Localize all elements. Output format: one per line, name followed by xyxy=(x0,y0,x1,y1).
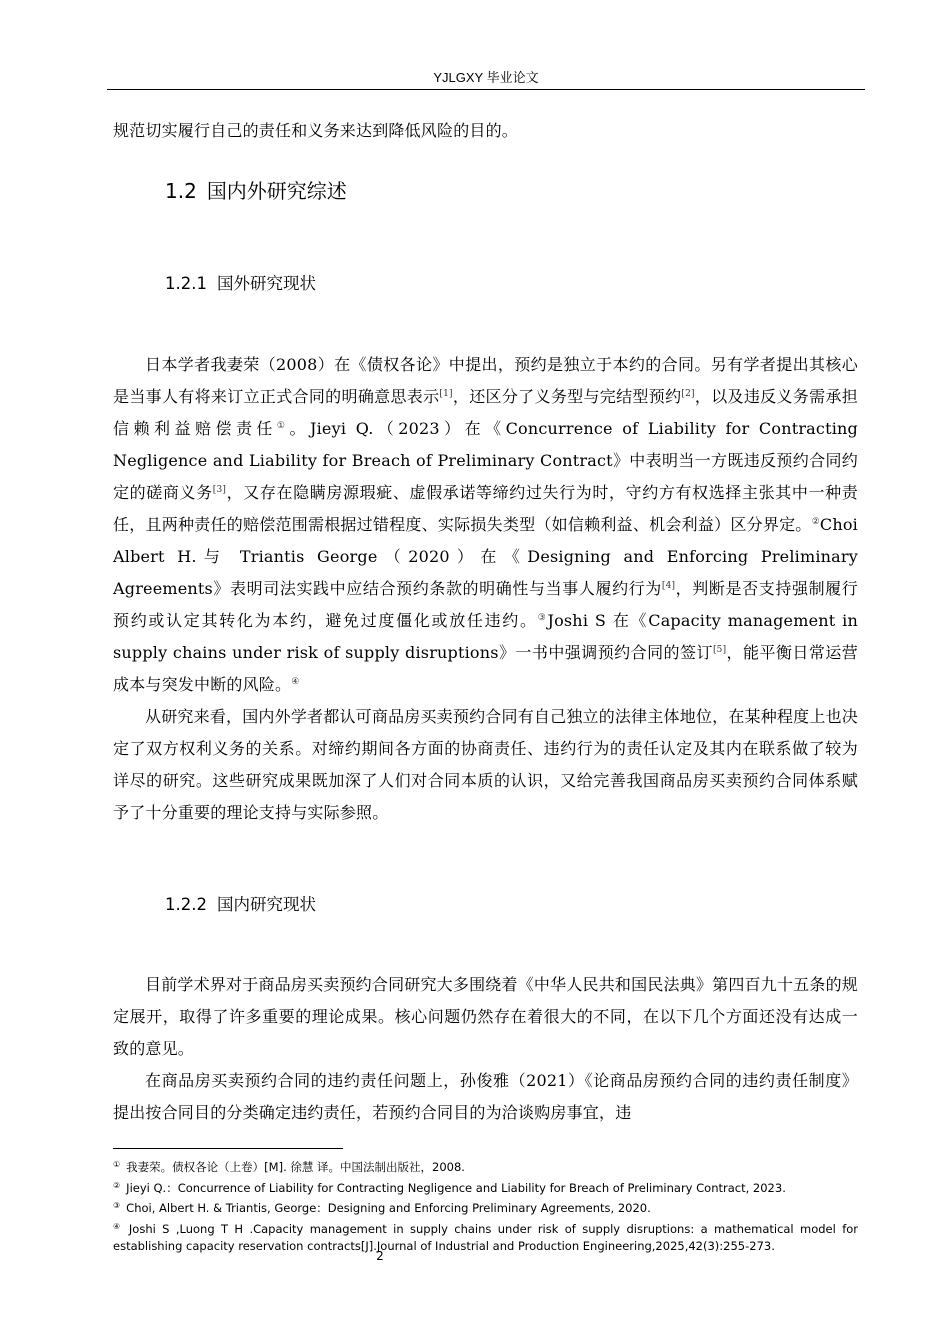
text-run: 日本学者我妻荣（2008）在《债权各论》中提出，预约是独立于本约的合同。另有学者提出其核心是当事人有将来订立正式合同的明确意思表示 xyxy=(113,355,858,406)
subsection-1-body xyxy=(113,349,858,829)
footnote-2 xyxy=(113,1177,858,1198)
citation-ref-4: [4] xyxy=(661,581,676,591)
footnote-text: Joshi S ,Luong T H .Capacity management in supply chains under risk of supply disruptions: a mathematical model for establishing capacity reservation contracts[J].Journal of Industrial and Production Engineering,2025,42(3):255-273. xyxy=(113,1221,859,1253)
text-run: ，以及违反义务需承担信赖利益赔偿责任 xyxy=(113,387,858,438)
footnote-marker: ① xyxy=(113,1160,121,1169)
paragraph-foreign-research xyxy=(113,349,858,701)
intro-paragraph xyxy=(113,115,858,147)
text-run: ，判断是否支持强制履行预约或认定其转化为本约，避免过度僵化或放任违约。 xyxy=(113,579,858,630)
citation-ref-1: [1] xyxy=(439,389,453,399)
citation-ref-5: [5] xyxy=(712,645,727,655)
subsection-title-1: 国外研究现状 xyxy=(216,274,316,293)
footnote-marker: ② xyxy=(113,1180,121,1190)
subsection-heading-2 xyxy=(165,893,316,917)
section-heading xyxy=(165,176,347,206)
footnote-marker: ③ xyxy=(113,1201,121,1210)
footnote-text: Jieyi Q.：Concurrence of Liability for Contracting Negligence and Liability for Breach of Preliminary Contract, 2023. xyxy=(126,1180,786,1195)
paragraph-breach-liability: 在商品房买卖预约合同的违约责任问题上，孙俊雅（2021）《论商品房预约合同的违约责任制度》提出按合同目的分类确定违约责任，若预约合同目的为洽谈购房事宜，违 xyxy=(113,1071,858,1122)
footnote-mark-4: ④ xyxy=(291,677,300,687)
section-number: 1.2 xyxy=(165,179,197,203)
footnote-1 xyxy=(113,1156,858,1177)
footnote-text: Choi, Albert H. & Triantis, George：Designing and Enforcing Preliminary Agreements, 2020. xyxy=(126,1201,651,1215)
text-run: ，还区分了义务型与完结型预约 xyxy=(452,387,682,406)
paragraph-foreign-summary: 从研究来看，国内外学者都认可商品房买卖预约合同有自己独立的法律主体地位，在某种程度上也决定了双方权利义务的关系。对缔约期间各方面的协商责任、违约行为的责任认定及其内在联系做了较为详尽的研究。这些研究成果既加深了人们对合同本质的认识，又给完善我国商品房买卖预约合同体系赋予了十分重要的理论支持与实际参照。 xyxy=(113,707,858,822)
footnote-4 xyxy=(113,1218,858,1256)
footnote-text: 我妻荣。债权各论（上卷）[M]. 徐慧 译。中国法制出版社，2008. xyxy=(126,1160,465,1174)
text-run: Joshi S 在《Capacity management in supply chains under risk of supply disruptions》一书中强调预约合同的签订 xyxy=(113,611,858,662)
footnote-mark-2: ② xyxy=(811,517,820,527)
citation-ref-3: [3] xyxy=(212,485,227,495)
footnotes xyxy=(113,1156,858,1256)
footnote-separator xyxy=(113,1148,343,1149)
intro-line: 规范切实履行自己的责任和义务来达到降低风险的目的。 xyxy=(113,121,519,140)
running-header: YJLGXY 毕业论文 xyxy=(433,70,539,85)
text-run: 。Jieyi Q.（2023）在《Concurrence of Liability for Contracting Negligence and Liability for Breach of Preliminary Contract》中表明当一方既违反预约合同约定的磋商义务 xyxy=(113,419,858,502)
subsection-title-2: 国内研究现状 xyxy=(216,895,316,914)
text-run: ，又存在隐瞒房源瑕疵、虚假承诺等缔约过失行为时，守约方有权选择主张其中一种责任，且两种责任的赔偿范围需根据过错程度、实际损失类型（如信赖利益、机会利益）区分界定。 xyxy=(113,483,859,534)
footnote-mark-1: ① xyxy=(276,421,290,431)
section-title: 国内外研究综述 xyxy=(206,179,347,203)
footnote-marker: ④ xyxy=(113,1221,123,1231)
subsection-number-2: 1.2.2 xyxy=(165,895,207,914)
subsection-number-1: 1.2.1 xyxy=(165,274,207,293)
subsection-2-body xyxy=(113,969,858,1129)
header-rule xyxy=(107,89,865,90)
subsection-heading-1 xyxy=(165,272,316,296)
footnote-3 xyxy=(113,1197,858,1218)
page-number: 2 xyxy=(376,1249,384,1263)
text-run: Choi Albert H.与 Triantis George（2020）在《Designing and Enforcing Preliminary Agreements》表明司法实践中应结合预约条款的明确性与当事人履约行为 xyxy=(113,515,858,598)
text-run: ，能平衡日常运营成本与突发中断的风险。 xyxy=(113,643,858,694)
footnote-mark-3: ③ xyxy=(537,613,548,623)
paragraph-domestic-research: 目前学术界对于商品房买卖预约合同研究大多围绕着《中华人民共和国民法典》第四百九十五条的规定展开，取得了许多重要的理论成果。核心问题仍然存在着很大的不同，在以下几个方面还没有达成一致的意见。 xyxy=(113,975,858,1058)
citation-ref-2: [2] xyxy=(681,389,695,399)
